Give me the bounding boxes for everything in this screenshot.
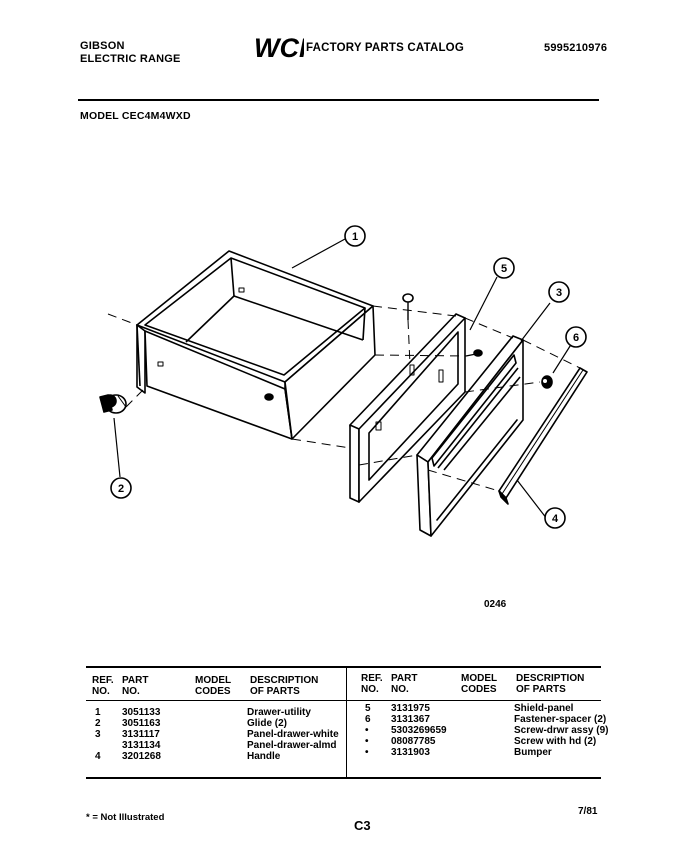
header-part-no: PART NO. [391, 673, 418, 695]
row-ref: • [365, 725, 369, 736]
row-ref: 3 [95, 729, 101, 740]
table-row [362, 725, 609, 736]
row-ref: 6 [365, 714, 371, 725]
table-row [92, 707, 342, 718]
callout-6 [566, 327, 586, 347]
row-ref: • [365, 736, 369, 747]
row-description: Screw-drwr assy (9) [514, 725, 609, 736]
header-description: DESCRIPTION OF PARTS [250, 675, 319, 697]
row-part-no: 3131134 [122, 740, 161, 751]
row-ref: 5 [365, 703, 371, 714]
svg-text:5: 5 [500, 263, 508, 275]
row-description: Panel-drawer-white [247, 729, 339, 740]
table-row [92, 718, 342, 729]
row-part-no: 3051133 [122, 707, 161, 718]
row-part-no: 3201268 [122, 751, 161, 762]
callout-3 [549, 282, 569, 302]
svg-text:2: 2 [117, 483, 125, 495]
callout-1 [345, 226, 365, 246]
row-part-no: 08087785 [391, 736, 436, 747]
callout-2 [111, 478, 131, 498]
row-description: Glide (2) [247, 718, 288, 729]
header-ref-no: REF. NO. [92, 675, 114, 697]
row-description: Fastener-spacer (2) [514, 714, 607, 725]
row-part-no: 3131903 [391, 747, 430, 758]
header-part-no: PART NO. [122, 675, 149, 697]
table-row [92, 740, 342, 751]
parts-table-right [362, 703, 609, 763]
row-part-no: 3051163 [122, 718, 161, 729]
glide-part [100, 395, 126, 413]
svg-text:6: 6 [572, 332, 580, 344]
parts-table-left [92, 707, 342, 767]
row-ref: 4 [95, 751, 101, 762]
drawing-number: 0246 [484, 599, 507, 610]
row-ref: • [365, 747, 369, 758]
model-label: MODEL CEC4M4WXD [80, 110, 191, 122]
callout-4 [545, 508, 565, 528]
header-model-codes: MODEL CODES [195, 675, 232, 697]
row-description: Screw with hd (2) [514, 736, 597, 747]
row-ref: 1 [95, 707, 101, 718]
table-row [92, 729, 342, 740]
row-ref: 2 [95, 718, 101, 729]
row-part-no: 3131367 [391, 714, 430, 725]
svg-text:1: 1 [351, 231, 359, 243]
row-description: Drawer-utility [247, 707, 311, 718]
fastener-spacer-part [542, 376, 552, 388]
callout-5 [494, 258, 514, 278]
table-row [92, 751, 342, 762]
parts-table-right-headers [361, 673, 601, 695]
svg-text:3: 3 [555, 287, 563, 299]
table-row [362, 747, 600, 758]
row-part-no: 3131975 [391, 703, 430, 714]
drawer-utility-part [137, 251, 375, 439]
row-part-no: 3131117 [122, 729, 160, 740]
not-illustrated-note: * = Not Illustrated [86, 812, 165, 823]
parts-table-left-headers [92, 675, 342, 697]
header-ref-no: REF. NO. [361, 673, 383, 695]
brand-line-2: ELECTRIC RANGE [80, 53, 181, 65]
brand-line-1: GIBSON [80, 40, 125, 52]
row-description: Bumper [514, 747, 552, 758]
row-description: Panel-drawer-almd [247, 740, 337, 751]
table-row [362, 736, 600, 747]
page-code: C3 [354, 818, 371, 833]
catalog-title: FACTORY PARTS CATALOG [306, 42, 464, 54]
table-row [362, 703, 600, 714]
header-description: DESCRIPTION OF PARTS [516, 673, 585, 695]
footer-date: 7/81 [578, 806, 598, 817]
table-center-divider [346, 666, 347, 778]
catalog-number: 5995210976 [544, 42, 608, 54]
header-model-codes: MODEL CODES [461, 673, 498, 695]
row-part-no: 5303269659 [391, 725, 447, 736]
table-row [362, 714, 607, 725]
svg-text:4: 4 [551, 513, 559, 525]
wci-logo-text: WCI [254, 33, 304, 62]
table-bottom-rule [86, 777, 601, 779]
row-description: Handle [247, 751, 281, 762]
row-description: Shield-panel [514, 703, 574, 714]
table-top-rule [86, 666, 601, 668]
table-header-rule [86, 700, 601, 701]
